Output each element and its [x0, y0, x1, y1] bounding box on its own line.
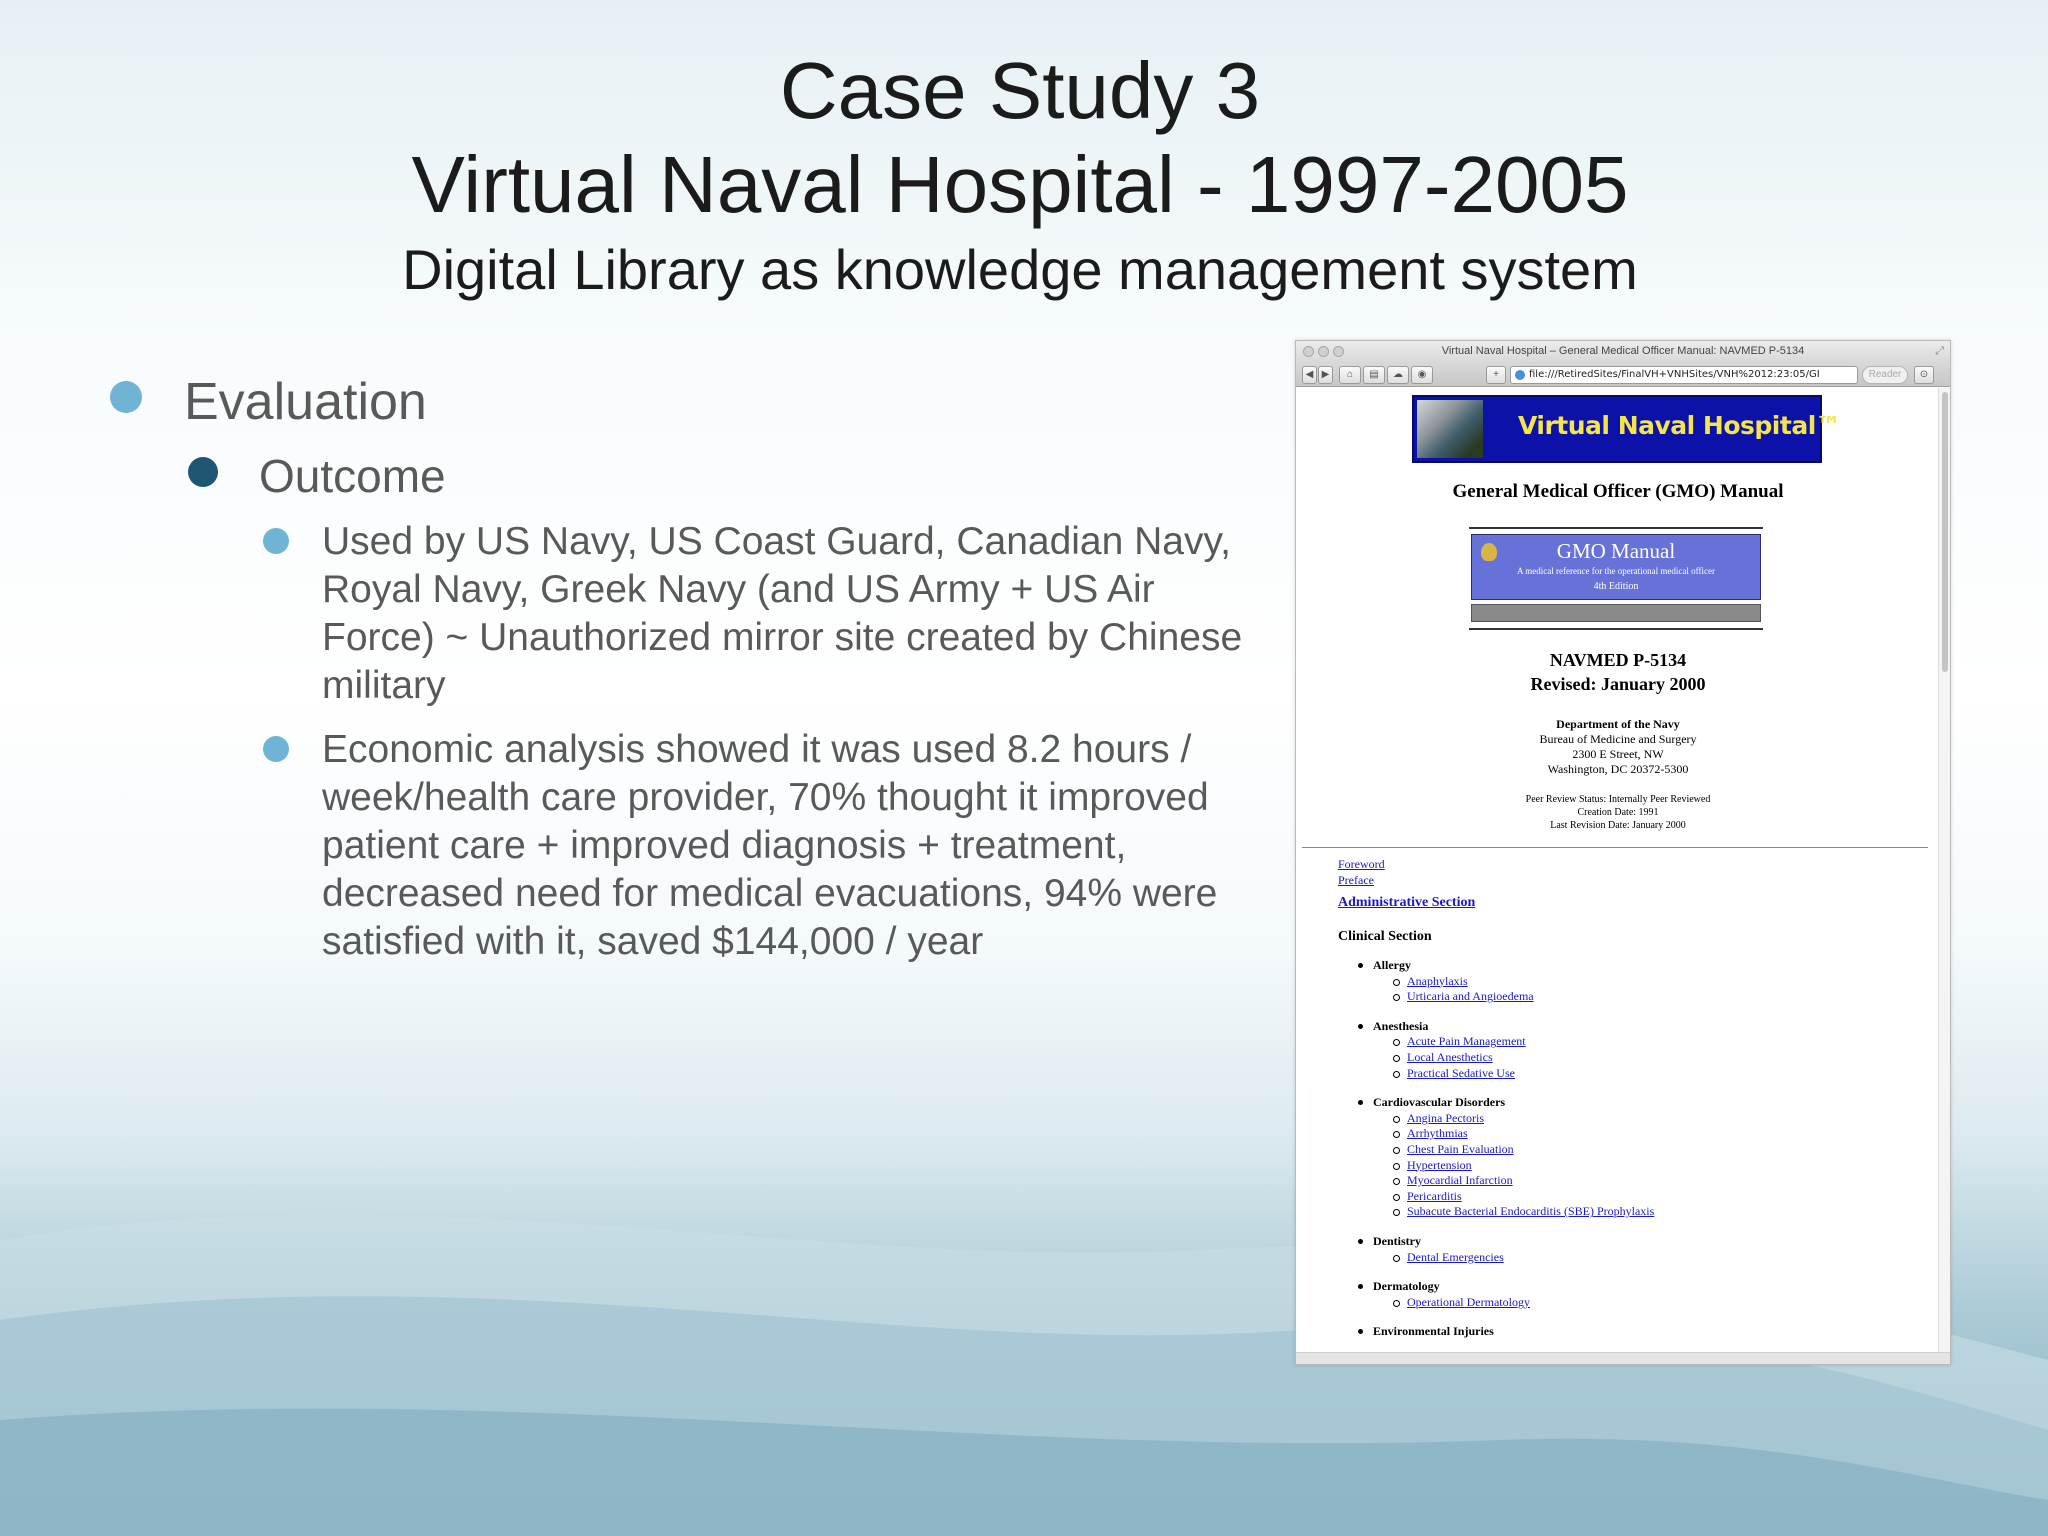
window-title: Virtual Naval Hospital – General Medical Officer Manual: NAVMED P-5134	[1441, 345, 1805, 357]
bullet-usage: Used by US Navy, US Coast Guard, Canadian Navy, Royal Navy, Greek Navy (and US Army + US Air Force) ~ Unauthorized mirror site created by Chinese military	[322, 520, 1243, 707]
link-administrative-section[interactable]: Administrative Section	[1338, 895, 1476, 910]
slide-subtitle: Digital Library as knowledge management system	[402, 238, 1638, 301]
gmo-gray-bar	[1471, 604, 1761, 622]
topic-link[interactable]: Practical Sedative Use	[1407, 1065, 1515, 1080]
emblem-icon	[1481, 543, 1497, 561]
topic-link[interactable]: Urticaria and Angioedema	[1407, 989, 1534, 1004]
topic-link[interactable]: Dental Emergencies	[1407, 1249, 1504, 1264]
browser-page-content	[1296, 388, 1938, 1352]
list-item	[1338, 974, 1898, 990]
category-name: Allergy	[1338, 958, 1898, 974]
category-block	[1338, 1324, 1898, 1340]
home-icon[interactable]: ⌂	[1339, 366, 1361, 384]
list-item	[1338, 1295, 1898, 1311]
list-item	[1338, 1111, 1898, 1127]
navmed-block	[1296, 648, 1938, 696]
gmo-box-edition: 4th Edition	[1593, 581, 1639, 592]
title-line-2: Virtual Naval Hospital - 1997-2005	[411, 140, 1629, 229]
category-block	[1338, 1279, 1898, 1310]
category-name: Dermatology	[1338, 1279, 1898, 1295]
list-item	[1338, 1189, 1898, 1205]
bullet-list	[0, 0, 1300, 1000]
link-foreword[interactable]: Foreword	[1338, 857, 1385, 871]
topic-link[interactable]: Acute Pain Management	[1407, 1034, 1526, 1049]
back-icon[interactable]: ◀	[1302, 366, 1317, 384]
reader-button[interactable]: Reader	[1862, 366, 1908, 384]
peer-review-status: Peer Review Status: Internally Peer Reviewed	[1525, 794, 1711, 805]
topic-link[interactable]: Angina Pectoris	[1407, 1110, 1484, 1125]
list-item	[1338, 989, 1898, 1005]
list-item	[1338, 1050, 1898, 1066]
globe-icon	[1515, 370, 1525, 380]
title-line-1: Case Study 3	[779, 46, 1261, 135]
category-name: Dentistry	[1338, 1234, 1898, 1250]
creation-date: Creation Date: 1991	[1577, 807, 1659, 818]
list-item	[1338, 1034, 1898, 1050]
dept-city: Washington, DC 20372-5300	[1547, 762, 1689, 776]
forward-icon[interactable]: ▶	[1318, 366, 1333, 384]
category-name: Anesthesia	[1338, 1019, 1898, 1035]
horizontal-scrollbar[interactable]	[1296, 1352, 1950, 1364]
address-text: file:///RetiredSites/FinalVH+VNHSites/VNH%2012:23:05/GI	[1529, 369, 1820, 380]
topic-link[interactable]: Subacute Bacterial Endocarditis (SBE) Prophylaxis	[1407, 1204, 1655, 1219]
topic-link[interactable]: Hypertension	[1407, 1157, 1472, 1172]
bullet-dot-level3	[263, 736, 289, 762]
print-icon[interactable]: ▤	[1363, 366, 1385, 384]
category-block	[1338, 1234, 1898, 1265]
downloads-icon[interactable]: ⊙	[1914, 366, 1934, 384]
banner-title: Virtual Naval Hospital™	[1518, 411, 1841, 440]
divider	[1302, 847, 1928, 848]
list-item	[1338, 1173, 1898, 1189]
vertical-scrollbar[interactable]	[1938, 388, 1950, 1352]
bullet-outcome: Outcome	[259, 450, 446, 502]
bullet-economic-analysis: Economic analysis showed it was used 8.2 hours / week/health care provider, 70% thought it improved patient care + improved diagnosis + treatment, decreased need for medical evacuations, 94% were satisfied with it, saved $144,000 / year	[322, 728, 1218, 963]
dept-bureau: Bureau of Medicine and Surgery	[1539, 732, 1697, 746]
cloud-icon[interactable]: ☁	[1387, 366, 1409, 384]
link-preface[interactable]: Preface	[1338, 873, 1374, 887]
bullet-evaluation: Evaluation	[184, 373, 427, 431]
department-block	[1296, 717, 1938, 777]
divider	[1469, 527, 1763, 529]
topic-link[interactable]: Operational Dermatology	[1407, 1294, 1530, 1309]
topic-link[interactable]: Chest Pain Evaluation	[1407, 1141, 1514, 1156]
list-item	[1338, 1066, 1898, 1082]
category-block	[1338, 1095, 1898, 1220]
topic-link[interactable]: Local Anesthetics	[1407, 1049, 1493, 1064]
banner-photo	[1417, 400, 1483, 458]
last-revision-date: Last Revision Date: January 2000	[1550, 820, 1686, 831]
gmo-box-subtitle: A medical reference for the operational medical officer	[1517, 566, 1715, 576]
list-item	[1338, 1250, 1898, 1266]
topic-link[interactable]: Myocardial Infarction	[1407, 1173, 1513, 1188]
fullscreen-icon[interactable]: ⤢	[1935, 345, 1944, 357]
clinical-section-heading: Clinical Section	[1338, 929, 1432, 944]
bullet-dot-level2	[188, 457, 218, 487]
browser-titlebar	[1296, 341, 1950, 363]
review-block	[1296, 793, 1938, 832]
category-block	[1338, 958, 1898, 1005]
browser-toolbar	[1296, 363, 1950, 387]
history-icon[interactable]: ◉	[1411, 366, 1433, 384]
list-item	[1338, 1204, 1898, 1220]
category-name: Cardiovascular Disorders	[1338, 1095, 1898, 1111]
navmed-number: NAVMED P-5134	[1549, 650, 1687, 670]
topic-link[interactable]: Pericarditis	[1407, 1188, 1462, 1203]
gmo-manual-box	[1471, 534, 1761, 600]
dept-street: 2300 E Street, NW	[1572, 747, 1664, 761]
topic-link[interactable]: Arrhythmias	[1407, 1126, 1468, 1141]
divider	[1469, 628, 1763, 630]
list-item	[1338, 1142, 1898, 1158]
browser-screenshot	[1295, 340, 1951, 1365]
add-bookmark-icon[interactable]: +	[1486, 366, 1506, 384]
vnh-banner	[1412, 395, 1841, 463]
list-item	[1338, 1126, 1898, 1142]
dept-name: Department of the Navy	[1556, 717, 1680, 731]
clinical-category-list	[1338, 958, 1898, 1352]
scrollbar-thumb[interactable]	[1942, 392, 1948, 672]
gmo-heading: General Medical Officer (GMO) Manual	[1452, 481, 1784, 502]
category-block	[1338, 1019, 1898, 1081]
gmo-box-title: GMO Manual	[1556, 539, 1676, 563]
list-item	[1338, 1158, 1898, 1174]
front-matter-links	[1338, 856, 1385, 888]
category-name: Environmental Injuries	[1338, 1324, 1898, 1340]
navmed-revised: Revised: January 2000	[1530, 674, 1706, 694]
bullet-dot-level3	[263, 528, 289, 554]
address-bar[interactable]	[1510, 366, 1858, 384]
bullet-dot-level1	[110, 381, 142, 413]
topic-link[interactable]: Anaphylaxis	[1407, 973, 1468, 988]
